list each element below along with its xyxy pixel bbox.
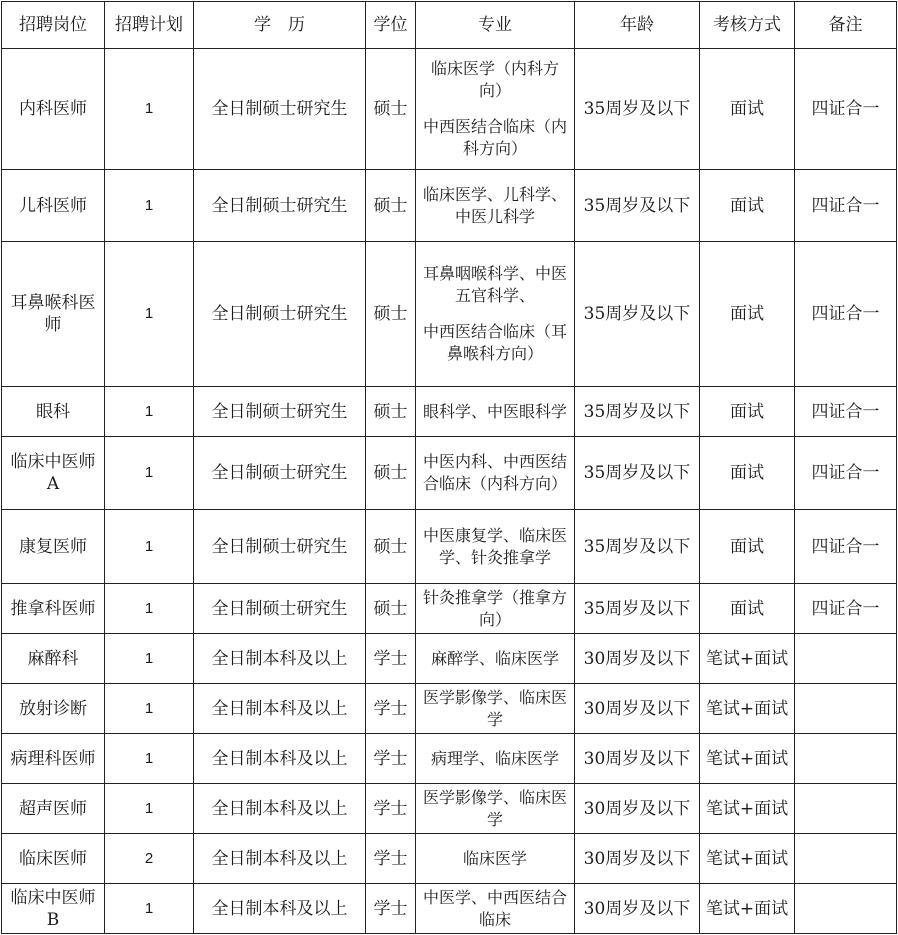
cell-remark: 四证合一: [795, 387, 897, 437]
cell-exam: 面试: [700, 437, 795, 510]
cell-remark: 四证合一: [795, 242, 897, 387]
table-row: [2, 584, 897, 634]
cell-position: 内科医师: [2, 49, 105, 170]
table-row: [2, 242, 897, 387]
cell-plan: 1: [105, 437, 194, 510]
header-age: 年龄: [575, 2, 700, 49]
cell-degree: 硕士: [366, 387, 416, 437]
cell-exam: 面试: [700, 584, 795, 634]
major-primary: 中医康复学、临床医学、针灸推拿学: [422, 525, 567, 567]
cell-age: 35周岁及以下: [575, 49, 700, 170]
cell-position: 儿科医师: [2, 170, 105, 242]
major-primary: 病理学、临床医学: [430, 748, 559, 768]
cell-major: [416, 387, 575, 437]
major-primary: 临床医学: [462, 848, 527, 868]
cell-degree: 硕士: [366, 242, 416, 387]
major-spacer: [419, 307, 571, 321]
cell-plan: 1: [105, 49, 194, 170]
cell-position: 病理科医师: [2, 734, 105, 784]
cell-remark: 四证合一: [795, 437, 897, 510]
cell-exam: 面试: [700, 510, 795, 584]
cell-remark: [795, 684, 897, 734]
cell-plan: 1: [105, 242, 194, 387]
major-primary: 针灸推拿学（推拿方向）: [422, 587, 567, 629]
cell-remark: 四证合一: [795, 170, 897, 242]
cell-education: 全日制本科及以上: [194, 834, 366, 884]
cell-education: 全日制本科及以上: [194, 684, 366, 734]
header-row: [2, 2, 897, 49]
cell-plan: 1: [105, 734, 194, 784]
cell-exam: 面试: [700, 49, 795, 170]
cell-degree: 硕士: [366, 584, 416, 634]
header-exam: 考核方式: [700, 2, 795, 49]
cell-remark: 四证合一: [795, 510, 897, 584]
major-primary: 临床医学（内科方向）: [430, 59, 559, 100]
cell-plan: 1: [105, 170, 194, 242]
table-row: [2, 734, 897, 784]
major-secondary: 中西医结合临床（内科方向）: [422, 117, 567, 158]
cell-plan: 1: [105, 584, 194, 634]
cell-major: [416, 584, 575, 634]
cell-major: [416, 510, 575, 584]
cell-education: 全日制硕士研究生: [194, 387, 366, 437]
major-primary: 医学影像学、临床医学: [422, 687, 567, 729]
cell-major: [416, 634, 575, 684]
cell-position: 临床中医师B: [2, 884, 105, 934]
cell-education: 全日制硕士研究生: [194, 510, 366, 584]
cell-major: [416, 437, 575, 510]
header-degree: 学位: [366, 2, 416, 49]
cell-remark: [795, 784, 897, 834]
cell-major: [416, 170, 575, 242]
cell-plan: 1: [105, 387, 194, 437]
table-body: [2, 49, 897, 934]
table-row: [2, 784, 897, 834]
header-plan: 招聘计划: [105, 2, 194, 49]
cell-degree: 学士: [366, 784, 416, 834]
major-primary: 临床医学、儿科学、中医儿科学: [422, 184, 567, 226]
cell-position: 眼科: [2, 387, 105, 437]
cell-degree: 学士: [366, 834, 416, 884]
cell-age: 30周岁及以下: [575, 684, 700, 734]
major-spacer: [419, 102, 571, 116]
cell-degree: 学士: [366, 684, 416, 734]
header-major: 专业: [416, 2, 575, 49]
cell-remark: [795, 634, 897, 684]
cell-major: [416, 884, 575, 934]
cell-exam: 笔试+面试: [700, 784, 795, 834]
cell-age: 35周岁及以下: [575, 437, 700, 510]
table-row: [2, 437, 897, 510]
cell-age: 30周岁及以下: [575, 834, 700, 884]
cell-age: 35周岁及以下: [575, 584, 700, 634]
table-row: [2, 510, 897, 584]
recruitment-table: [1, 1, 897, 934]
cell-degree: 硕士: [366, 437, 416, 510]
cell-degree: 硕士: [366, 170, 416, 242]
cell-position: 临床中医师A: [2, 437, 105, 510]
cell-major: [416, 242, 575, 387]
table-header: [2, 2, 897, 49]
cell-remark: [795, 834, 897, 884]
cell-major: [416, 784, 575, 834]
cell-major: [416, 49, 575, 170]
table-row: [2, 634, 897, 684]
cell-education: 全日制硕士研究生: [194, 49, 366, 170]
table-row: [2, 884, 897, 934]
major-primary: 麻醉学、临床医学: [430, 648, 559, 668]
cell-position: 推拿科医师: [2, 584, 105, 634]
table-row: [2, 834, 897, 884]
cell-age: 30周岁及以下: [575, 884, 700, 934]
cell-education: 全日制硕士研究生: [194, 170, 366, 242]
cell-exam: 笔试+面试: [700, 834, 795, 884]
major-primary: 耳鼻咽喉科学、中医五官科学、: [422, 264, 567, 305]
table-row: [2, 170, 897, 242]
cell-position: 临床医师: [2, 834, 105, 884]
cell-remark: 四证合一: [795, 584, 897, 634]
cell-plan: 1: [105, 684, 194, 734]
cell-exam: 笔试+面试: [700, 734, 795, 784]
cell-position: 耳鼻喉科医师: [2, 242, 105, 387]
cell-position: 康复医师: [2, 510, 105, 584]
header-position: 招聘岗位: [2, 2, 105, 49]
cell-remark: [795, 734, 897, 784]
cell-exam: 面试: [700, 170, 795, 242]
cell-position: 超声医师: [2, 784, 105, 834]
cell-plan: 2: [105, 834, 194, 884]
major-primary: 眼科学、中医眼科学: [422, 401, 567, 421]
cell-plan: 1: [105, 510, 194, 584]
cell-education: 全日制本科及以上: [194, 884, 366, 934]
cell-education: 全日制硕士研究生: [194, 437, 366, 510]
cell-age: 30周岁及以下: [575, 634, 700, 684]
cell-age: 30周岁及以下: [575, 784, 700, 834]
cell-degree: 硕士: [366, 510, 416, 584]
major-secondary: 中西医结合临床（耳鼻喉科方向）: [422, 322, 567, 363]
major-primary: 中医学、中西医结合临床: [422, 887, 567, 929]
cell-degree: 学士: [366, 634, 416, 684]
cell-exam: 笔试+面试: [700, 634, 795, 684]
table-row: [2, 387, 897, 437]
major-primary: 中医内科、中西医结合临床（内科方向）: [422, 452, 567, 493]
cell-degree: 学士: [366, 734, 416, 784]
cell-position: 麻醉科: [2, 634, 105, 684]
cell-age: 30周岁及以下: [575, 734, 700, 784]
cell-age: 35周岁及以下: [575, 170, 700, 242]
cell-age: 35周岁及以下: [575, 387, 700, 437]
cell-major: [416, 734, 575, 784]
cell-exam: 笔试+面试: [700, 884, 795, 934]
cell-remark: [795, 884, 897, 934]
cell-education: 全日制硕士研究生: [194, 242, 366, 387]
major-primary: 医学影像学、临床医学: [422, 787, 567, 829]
header-remark: 备注: [795, 2, 897, 49]
cell-education: 全日制硕士研究生: [194, 584, 366, 634]
cell-remark: 四证合一: [795, 49, 897, 170]
cell-major: [416, 684, 575, 734]
table-row: [2, 49, 897, 170]
cell-exam: 笔试+面试: [700, 684, 795, 734]
cell-age: 35周岁及以下: [575, 242, 700, 387]
table-row: [2, 684, 897, 734]
cell-plan: 1: [105, 634, 194, 684]
cell-degree: 学士: [366, 884, 416, 934]
cell-degree: 硕士: [366, 49, 416, 170]
cell-education: 全日制本科及以上: [194, 734, 366, 784]
cell-plan: 1: [105, 884, 194, 934]
cell-age: 35周岁及以下: [575, 510, 700, 584]
cell-plan: 1: [105, 784, 194, 834]
cell-exam: 面试: [700, 242, 795, 387]
cell-education: 全日制本科及以上: [194, 784, 366, 834]
cell-major: [416, 834, 575, 884]
cell-position: 放射诊断: [2, 684, 105, 734]
cell-education: 全日制本科及以上: [194, 634, 366, 684]
cell-exam: 面试: [700, 387, 795, 437]
header-education: 学 历: [194, 2, 366, 49]
